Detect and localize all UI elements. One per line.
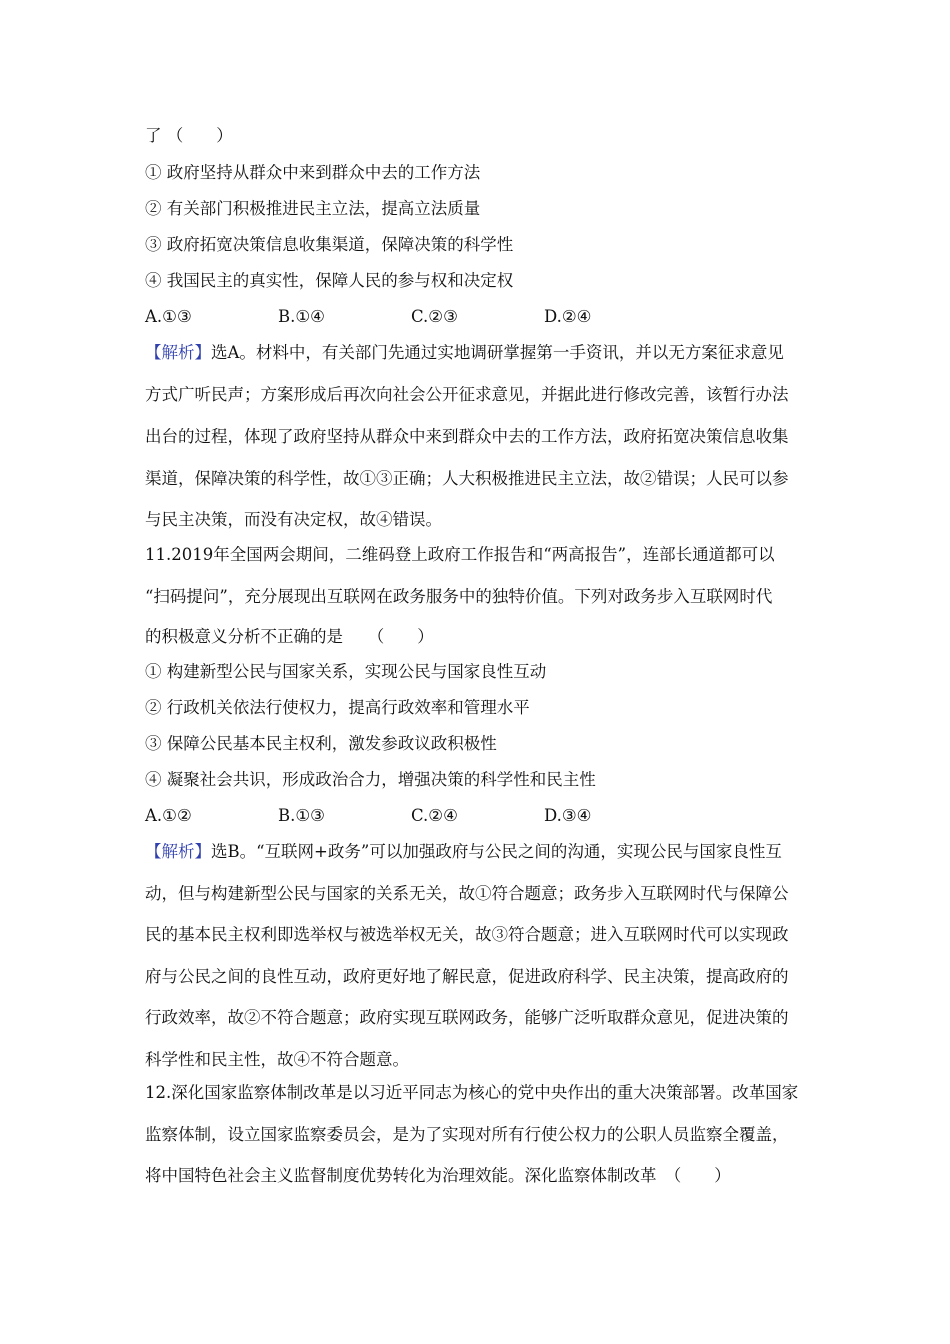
q10-option-b: B.①④ (278, 307, 325, 326)
q11-item-2: ② 行政机关依法行使权力，提高行政效率和管理水平 (145, 698, 530, 717)
q11-option-b: B.①③ (278, 806, 325, 825)
q10-analysis-line-2: 方式广听民声；方案形成后再次向社会公开征求意见，并据此进行修改完善，该暂行办法 (145, 385, 789, 404)
q10-item-2: ② 有关部门积极推进民主立法，提高立法质量 (145, 199, 481, 218)
q10-item-1: ① 政府坚持从群众中来到群众中去的工作方法 (145, 163, 481, 182)
q10-option-a: A.①③ (145, 307, 192, 326)
q11-analysis-line-5: 行政效率，故②不符合题意；政府实现互联网政务，能够广泛听取群众意见，促进决策的 (145, 1008, 789, 1027)
q11-option-c: C.②④ (411, 806, 458, 825)
q11-option-a: A.①② (145, 806, 192, 825)
q11-item-4: ④ 凝聚社会共识，形成政治合力，增强决策的科学性和民主性 (145, 770, 596, 789)
q10-item-4: ④ 我国民主的真实性，保障人民的参与权和决定权 (145, 271, 514, 290)
q10-option-c: C.②③ (411, 307, 458, 326)
q10-stem-tail: 了 （ ） (145, 126, 233, 145)
q11-analysis-line-4: 府与公民之间的良性互动，政府更好地了解民意，促进政府科学、民主决策，提高政府的 (145, 967, 789, 986)
q10-option-d: D.②④ (544, 307, 592, 326)
q11-analysis-line-1: 【解析】选B。“互联网+政务”可以加强政府与公民之间的沟通，实现公民与国家良性互 (145, 842, 782, 861)
q12-stem-line-2: 监察体制，设立国家监察委员会，是为了实现对所有行使公权力的公职人员监察全覆盖， (145, 1125, 789, 1144)
q11-stem-line-2: “扫码提问”，充分展现出互联网在政务服务中的独特价值。下列对政务步入互联网时代 (145, 587, 773, 606)
q11-analysis-tag: 【解析】 (145, 842, 211, 861)
q11-item-3: ③ 保障公民基本民主权利，激发参政议政积极性 (145, 734, 497, 753)
q11-stem-line-1: 11.2019年全国两会期间，二维码登上政府工作报告和“两高报告”，连部长通道都可以 (145, 545, 775, 564)
q10-analysis-line-5: 与民主决策，而没有决定权，故④错误。 (145, 510, 442, 529)
q10-item-3: ③ 政府拓宽决策信息收集渠道，保障决策的科学性 (145, 235, 514, 254)
q11-analysis-line-3: 民的基本民主权利即选举权与被选举权无关，故③符合题意；进入互联网时代可以实现政 (145, 925, 789, 944)
q12-stem-line-1: 12.深化国家监察体制改革是以习近平同志为核心的党中央作出的重大决策部署。改革国家 (145, 1083, 799, 1102)
q10-analysis-line-1: 【解析】选A。材料中，有关部门先通过实地调研掌握第一手资讯，并以无方案征求意见 (145, 343, 784, 362)
q12-stem-line-3: 将中国特色社会主义监督制度优势转化为治理效能。深化监察体制改革 （ ） (145, 1166, 731, 1185)
q10-analysis-tag: 【解析】 (145, 343, 211, 362)
q10-analysis-line-4: 渠道，保障决策的科学性，故①③正确；人大积极推进民主立法，故②错误；人民可以参 (145, 469, 789, 488)
q11-stem-line-3: 的积极意义分析不正确的是 （ ） (145, 627, 434, 646)
q11-item-1: ① 构建新型公民与国家关系，实现公民与国家良性互动 (145, 662, 547, 681)
q10-analysis-line-3: 出台的过程，体现了政府坚持从群众中来到群众中去的工作方法，政府拓宽决策信息收集 (145, 427, 789, 446)
q11-analysis-line-2: 动，但与构建新型公民与国家的关系无关，故①符合题意；政务步入互联网时代与保障公 (145, 884, 789, 903)
q11-option-d: D.③④ (544, 806, 592, 825)
q11-analysis-line-6: 科学性和民主性，故④不符合题意。 (145, 1050, 409, 1069)
